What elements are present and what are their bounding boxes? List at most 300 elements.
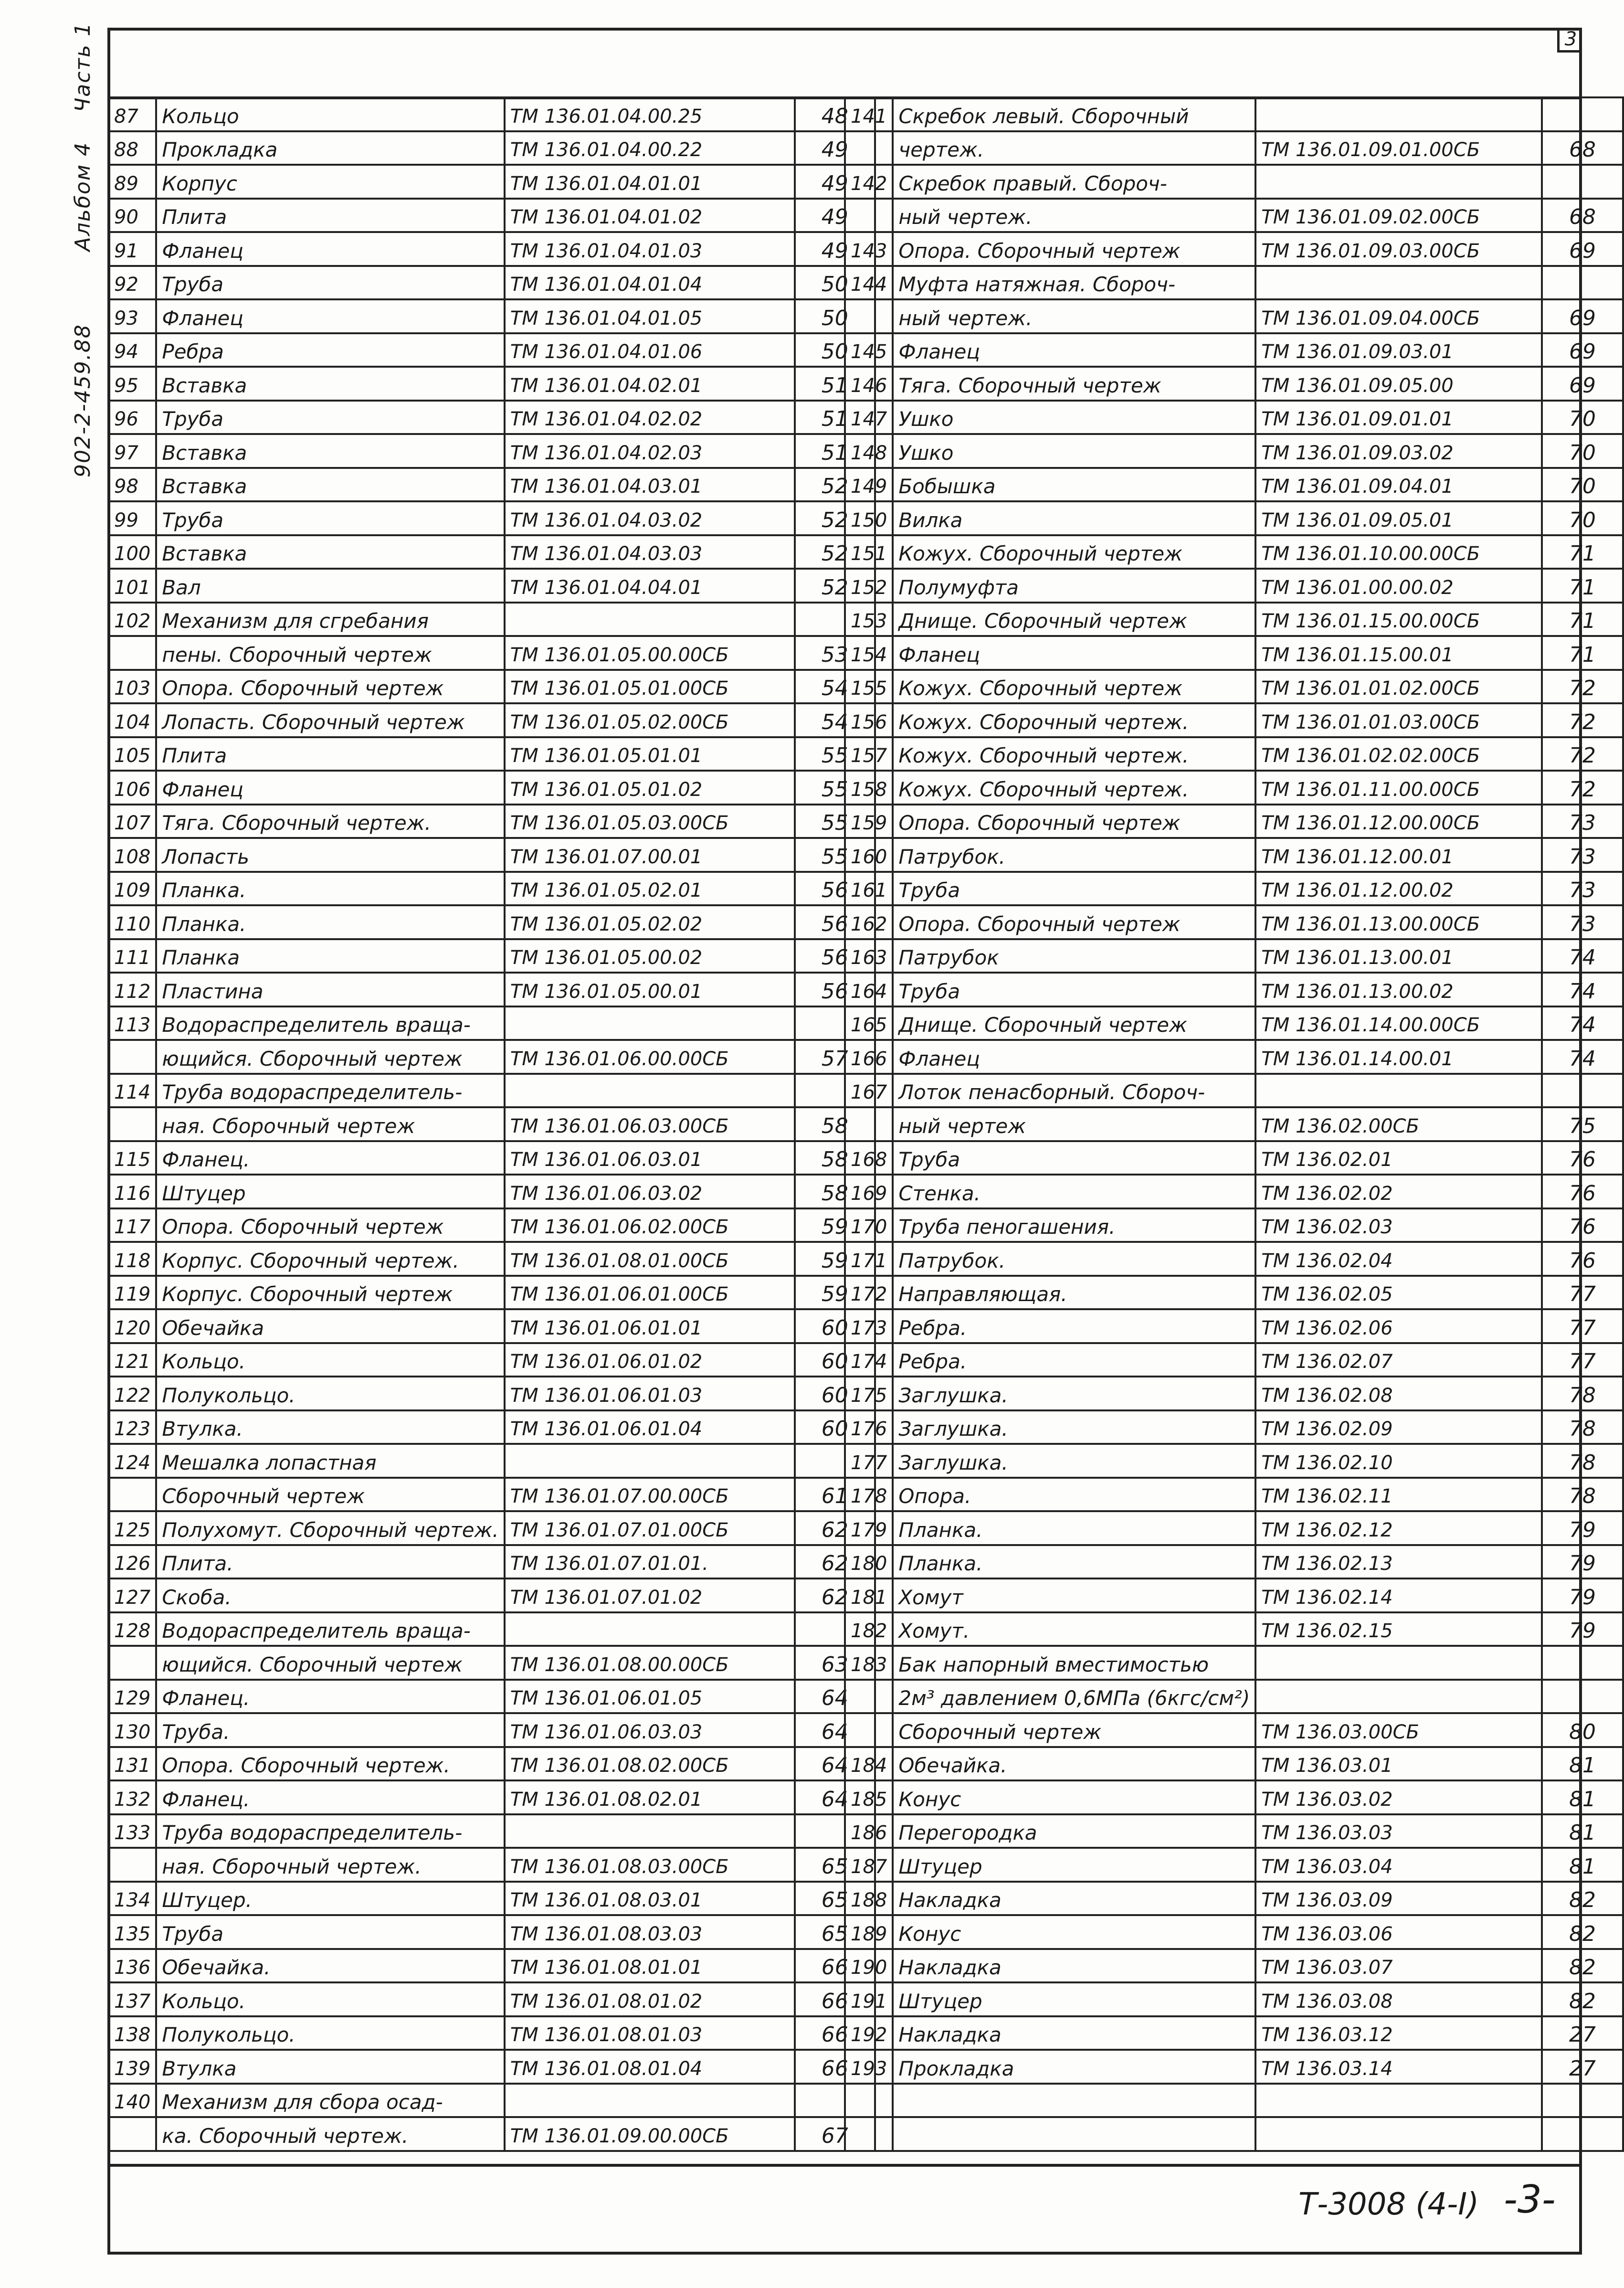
row-number: 139: [108, 2050, 156, 2084]
table-row: [108, 1006, 875, 1040]
drawing-code: ТМ 136.02.00СБ: [1255, 1107, 1542, 1141]
row-number: 112: [108, 973, 156, 1006]
row-number: 162: [845, 905, 893, 939]
table-row: [108, 1141, 875, 1175]
row-number: 188: [845, 1882, 893, 1916]
table-row: [108, 1107, 875, 1141]
page-ref: 49: [795, 131, 875, 165]
table-row: [845, 1747, 1623, 1781]
page-ref: 71: [1542, 636, 1623, 670]
page-ref: 70: [1542, 401, 1623, 434]
row-number: 185: [845, 1780, 893, 1814]
item-name: Обечайка: [156, 1309, 504, 1343]
item-name: Скребок правый. Сбороч-: [893, 165, 1255, 199]
item-name: Труба: [156, 1915, 504, 1949]
table-row: [845, 1478, 1623, 1512]
item-name: Мешалка лопастная: [156, 1444, 504, 1478]
page-ref: [1542, 1646, 1623, 1680]
table-row: [108, 535, 875, 569]
drawing-code: ТМ 136.01.05.02.01: [505, 872, 795, 906]
item-name: Вал: [156, 569, 504, 603]
row-number: 187: [845, 1848, 893, 1882]
item-name: Втулка: [156, 2050, 504, 2084]
row-number: 184: [845, 1747, 893, 1781]
drawing-code: ТМ 136.02.02: [1255, 1175, 1542, 1208]
page-ref: [1542, 97, 1623, 131]
drawing-code: ТМ 136.01.09.02.00СБ: [1255, 199, 1542, 233]
row-number: 90: [108, 199, 156, 233]
item-name: Кожух. Сборочный чертеж: [893, 670, 1255, 704]
page-ref: 72: [1542, 703, 1623, 737]
item-name: Хомут: [893, 1578, 1255, 1612]
drawing-code: ТМ 136.01.05.01.01: [505, 737, 795, 771]
item-name: Кольцо.: [156, 1982, 504, 2016]
page-ref: 73: [1542, 805, 1623, 838]
table-row: [108, 1040, 875, 1074]
drawing-code: ТМ 136.01.04.03.01: [505, 468, 795, 502]
table-row: [845, 1949, 1623, 1983]
drawing-code: ТМ 136.01.08.03.03: [505, 1915, 795, 1949]
page-ref: 56: [795, 905, 875, 939]
item-name: ная. Сборочный чертеж: [156, 1107, 504, 1141]
table-row: [108, 1511, 875, 1545]
table-row: [845, 1208, 1623, 1242]
table-row: [845, 1780, 1623, 1814]
row-number: 124: [108, 1444, 156, 1478]
table-row: [108, 165, 875, 199]
row-number: 183: [845, 1646, 893, 1680]
page-ref: 71: [1542, 535, 1623, 569]
row-number: 164: [845, 973, 893, 1006]
table-row: [845, 737, 1623, 771]
item-name: Тяга. Сборочный чертеж: [893, 367, 1255, 401]
page-ref: [1542, 2084, 1623, 2118]
page-ref: 52: [795, 501, 875, 535]
table-row: [108, 131, 875, 165]
drawing-code: ТМ 136.01.04.00.25: [505, 97, 795, 131]
drawing-code: ТМ 136.01.09.04.00СБ: [1255, 299, 1542, 333]
drawing-code: ТМ 136.01.00.00.02: [1255, 569, 1542, 603]
row-number: 102: [108, 603, 156, 636]
page-ref: 79: [1542, 1612, 1623, 1646]
item-name: Хомут.: [893, 1612, 1255, 1646]
table-row: [845, 603, 1623, 636]
drawing-code: ТМ 136.01.04.03.03: [505, 535, 795, 569]
drawing-code: ТМ 136.01.06.03.02: [505, 1175, 795, 1208]
table-row: [108, 737, 875, 771]
item-name: Планка.: [893, 1511, 1255, 1545]
page-ref: 72: [1542, 771, 1623, 805]
row-number: 150: [845, 501, 893, 535]
table-row: [845, 2016, 1623, 2050]
item-name: Вилка: [893, 501, 1255, 535]
page-ref: 49: [795, 165, 875, 199]
side-album: Альбом 4: [71, 141, 95, 252]
item-name: Кожух. Сборочный чертеж.: [893, 703, 1255, 737]
item-name: Патрубок: [893, 939, 1255, 973]
row-number: 166: [845, 1040, 893, 1074]
drawing-code: ТМ 136.02.06: [1255, 1309, 1542, 1343]
row-number: 157: [845, 737, 893, 771]
table-row: [845, 569, 1623, 603]
table-row: [845, 939, 1623, 973]
drawing-code: ТМ 136.01.06.03.01: [505, 1141, 795, 1175]
drawing-code: ТМ 136.01.05.00.01: [505, 973, 795, 1006]
page-ref: 27: [1542, 2016, 1623, 2050]
drawing-code: ТМ 136.01.04.03.02: [505, 501, 795, 535]
table-row: [108, 973, 875, 1006]
item-name: Плита: [156, 737, 504, 771]
table-row: [845, 1074, 1623, 1108]
page-ref: 57: [795, 1040, 875, 1074]
item-name: Скребок левый. Сборочный: [893, 97, 1255, 131]
table-row: [845, 2117, 1623, 2151]
item-name: Полухомут. Сборочный чертеж.: [156, 1511, 504, 1545]
row-number: 91: [108, 232, 156, 266]
row-number: 127: [108, 1578, 156, 1612]
page-ref: 60: [795, 1410, 875, 1444]
drawing-code: ТМ 136.01.09.00.00СБ: [505, 2117, 795, 2151]
item-name: Труба: [893, 1141, 1255, 1175]
table-row: [845, 1680, 1623, 1714]
drawing-code: [1255, 165, 1542, 199]
table-row: [108, 1208, 875, 1242]
table-row: [108, 939, 875, 973]
row-number: 94: [108, 333, 156, 367]
drawing-code: ТМ 136.01.13.00.02: [1255, 973, 1542, 1006]
row-number: 125: [108, 1511, 156, 1545]
table-row: [108, 670, 875, 704]
drawing-code: ТМ 136.01.04.00.22: [505, 131, 795, 165]
page-ref: 70: [1542, 468, 1623, 502]
page-ref: [1542, 1074, 1623, 1108]
row-number: 173: [845, 1309, 893, 1343]
row-number: 108: [108, 838, 156, 872]
page-ref: 59: [795, 1208, 875, 1242]
drawing-code: ТМ 136.01.10.00.00СБ: [1255, 535, 1542, 569]
item-name: Планка.: [893, 1545, 1255, 1579]
item-name: ющийся. Сборочный чертеж: [156, 1040, 504, 1074]
item-name: Фланец.: [156, 1141, 504, 1175]
drawing-code: [1255, 1646, 1542, 1680]
drawing-code: ТМ 136.03.14: [1255, 2050, 1542, 2084]
page-ref: 53: [795, 636, 875, 670]
table-row: [108, 199, 875, 233]
drawing-code: ТМ 136.01.04.02.02: [505, 401, 795, 434]
item-name: Заглушка.: [893, 1377, 1255, 1410]
table-row: [845, 232, 1623, 266]
drawing-code: ТМ 136.01.09.03.02: [1255, 434, 1542, 468]
drawing-code: ТМ 136.03.09: [1255, 1882, 1542, 1916]
row-number: 111: [108, 939, 156, 973]
row-number: 117: [108, 1208, 156, 1242]
row-number: 158: [845, 771, 893, 805]
row-number: [845, 2117, 893, 2151]
row-number: 154: [845, 636, 893, 670]
page-ref: 60: [795, 1343, 875, 1377]
drawing-code: ТМ 136.01.04.02.03: [505, 434, 795, 468]
item-name: Скоба.: [156, 1578, 504, 1612]
item-name: Кожух. Сборочный чертеж: [893, 535, 1255, 569]
item-name: Патрубок.: [893, 1242, 1255, 1276]
table-row: [108, 1444, 875, 1478]
item-name: Труба.: [156, 1713, 504, 1747]
item-name: чертеж.: [893, 131, 1255, 165]
table-row: [845, 165, 1623, 199]
item-name: Прокладка: [156, 131, 504, 165]
table-row: [845, 1309, 1623, 1343]
page-ref: 73: [1542, 838, 1623, 872]
page-ref: 49: [795, 199, 875, 233]
row-number: 170: [845, 1208, 893, 1242]
drawing-code: ТМ 136.01.01.03.00СБ: [1255, 703, 1542, 737]
table-row: [108, 2084, 875, 2118]
drawing-code: ТМ 136.01.06.03.03: [505, 1713, 795, 1747]
row-number: 96: [108, 401, 156, 434]
table-row: [845, 1444, 1623, 1478]
footer-rule: [107, 2164, 1582, 2167]
item-name: Лопасть: [156, 838, 504, 872]
table-row: [845, 771, 1623, 805]
table-row: [845, 1141, 1623, 1175]
item-name: Плита.: [156, 1545, 504, 1579]
drawing-code: ТМ 136.01.08.02.00СБ: [505, 1747, 795, 1781]
row-number: 95: [108, 367, 156, 401]
row-number: [108, 1646, 156, 1680]
table-row: [108, 1915, 875, 1949]
row-number: 148: [845, 434, 893, 468]
table-row: [845, 535, 1623, 569]
table-row: [845, 905, 1623, 939]
item-name: Ребра.: [893, 1309, 1255, 1343]
item-name: Фланец: [156, 299, 504, 333]
table-row: [108, 1982, 875, 2016]
item-name: Сборочный чертеж: [156, 1478, 504, 1512]
table-row: [108, 569, 875, 603]
side-part: Часть 1: [71, 22, 95, 112]
row-number: 126: [108, 1545, 156, 1579]
page-ref: 79: [1542, 1545, 1623, 1579]
drawing-code: ТМ 136.03.01: [1255, 1747, 1542, 1781]
drawing-code: ТМ 136.01.08.01.04: [505, 2050, 795, 2084]
table-row: [845, 501, 1623, 535]
drawing-code: ТМ 136.01.07.01.00СБ: [505, 1511, 795, 1545]
item-name: Штуцер: [893, 1982, 1255, 2016]
item-name: Втулка.: [156, 1410, 504, 1444]
drawing-code: ТМ 136.03.02: [1255, 1780, 1542, 1814]
item-name: Механизм для сгребания: [156, 603, 504, 636]
row-number: 182: [845, 1612, 893, 1646]
drawing-code: ТМ 136.01.15.00.00СБ: [1255, 603, 1542, 636]
page-ref: 62: [795, 1578, 875, 1612]
table-row: [845, 199, 1623, 233]
table-row: [845, 1578, 1623, 1612]
row-number: 168: [845, 1141, 893, 1175]
row-number: 149: [845, 468, 893, 502]
drawing-code: [505, 2084, 795, 2118]
table-row: [845, 1848, 1623, 1882]
row-number: 121: [108, 1343, 156, 1377]
drawing-code: ТМ 136.01.04.01.02: [505, 199, 795, 233]
item-name: Полукольцо.: [156, 1377, 504, 1410]
item-name: Фланец: [893, 636, 1255, 670]
page-ref: 68: [1542, 199, 1623, 233]
page-ref: 64: [795, 1713, 875, 1747]
table-row: [108, 1410, 875, 1444]
side-doc-code: 902-2-459.88: [71, 324, 95, 477]
item-name: Ушко: [893, 401, 1255, 434]
row-number: 189: [845, 1915, 893, 1949]
row-number: 107: [108, 805, 156, 838]
item-name: Плита: [156, 199, 504, 233]
page-ref: 79: [1542, 1511, 1623, 1545]
row-number: 105: [108, 737, 156, 771]
page-ref: 56: [795, 872, 875, 906]
item-name: Опора. Сборочный чертеж: [893, 905, 1255, 939]
table-row: [845, 1410, 1623, 1444]
drawing-code: ТМ 136.03.04: [1255, 1848, 1542, 1882]
drawing-code: ТМ 136.01.06.00.00СБ: [505, 1040, 795, 1074]
drawing-code: ТМ 136.01.05.01.00СБ: [505, 670, 795, 704]
drawing-code: ТМ 136.01.05.02.00СБ: [505, 703, 795, 737]
row-number: [108, 1107, 156, 1141]
row-number: [108, 1848, 156, 1882]
table-row: [845, 1175, 1623, 1208]
table-row: [845, 367, 1623, 401]
item-name: Фланец: [893, 333, 1255, 367]
page-ref: 78: [1542, 1410, 1623, 1444]
table-row: [845, 838, 1623, 872]
table-row: [108, 1646, 875, 1680]
item-name: Водораспределитель враща-: [156, 1612, 504, 1646]
item-name: Направляющая.: [893, 1276, 1255, 1310]
row-number: [845, 199, 893, 233]
row-number: [108, 2117, 156, 2151]
drawing-code: ТМ 136.02.07: [1255, 1343, 1542, 1377]
drawing-code: ТМ 136.01.15.00.01: [1255, 636, 1542, 670]
page-ref: 58: [795, 1175, 875, 1208]
item-name: Фланец: [893, 1040, 1255, 1074]
table-row: [108, 333, 875, 367]
page-ref: 82: [1542, 1882, 1623, 1916]
table-row: [845, 1982, 1623, 2016]
table-row: [108, 872, 875, 906]
page-ref: 51: [795, 401, 875, 434]
row-number: 93: [108, 299, 156, 333]
item-name: Корпус. Сборочный чертеж.: [156, 1242, 504, 1276]
drawing-code: ТМ 136.03.00СБ: [1255, 1713, 1542, 1747]
table-row: [108, 1882, 875, 1916]
table-row: [845, 1646, 1623, 1680]
drawing-code: ТМ 136.01.08.01.00СБ: [505, 1242, 795, 1276]
table-row: [845, 333, 1623, 367]
page-ref: 70: [1542, 434, 1623, 468]
item-name: ный чертеж.: [893, 199, 1255, 233]
row-number: 131: [108, 1747, 156, 1781]
drawing-code: ТМ 136.01.06.02.00СБ: [505, 1208, 795, 1242]
drawing-code: ТМ 136.01.02.02.00СБ: [1255, 737, 1542, 771]
footer-code: Т-3008 (4-I): [1298, 2187, 1479, 2222]
table-row: [108, 367, 875, 401]
row-number: 142: [845, 165, 893, 199]
row-number: 129: [108, 1680, 156, 1714]
item-name: Труба: [893, 872, 1255, 906]
side-stamp: [71, 22, 95, 477]
table-row: [845, 973, 1623, 1006]
table-row: [845, 1377, 1623, 1410]
drawing-code: ТМ 136.01.09.01.00СБ: [1255, 131, 1542, 165]
page-ref: 58: [795, 1141, 875, 1175]
row-number: 133: [108, 1814, 156, 1848]
drawing-code: ТМ 136.02.04: [1255, 1242, 1542, 1276]
item-name: [893, 2117, 1255, 2151]
item-name: Накладка: [893, 1949, 1255, 1983]
drawing-code: ТМ 136.01.06.01.00СБ: [505, 1276, 795, 1310]
drawing-code: ТМ 136.01.04.04.01: [505, 569, 795, 603]
page-ref: 80: [1542, 1713, 1623, 1747]
drawing-code: [1255, 97, 1542, 131]
page-ref: 66: [795, 1949, 875, 1983]
drawing-code: ТМ 136.02.14: [1255, 1578, 1542, 1612]
table-row: [108, 703, 875, 737]
page-ref: 56: [795, 939, 875, 973]
item-name: Стенка.: [893, 1175, 1255, 1208]
table-row: [108, 501, 875, 535]
page-ref: 70: [1542, 501, 1623, 535]
page-ref: 51: [795, 367, 875, 401]
row-number: 138: [108, 2016, 156, 2050]
table-row: [108, 1276, 875, 1310]
table-row: [845, 1814, 1623, 1848]
row-number: 128: [108, 1612, 156, 1646]
drawing-code: ТМ 136.01.07.00.01: [505, 838, 795, 872]
item-name: Бак напорный вместимостью: [893, 1646, 1255, 1680]
drawing-code: ТМ 136.02.15: [1255, 1612, 1542, 1646]
item-name: Опора. Сборочный чертеж: [893, 232, 1255, 266]
page-ref: 55: [795, 805, 875, 838]
table-row: [108, 1242, 875, 1276]
page-ref: 74: [1542, 1040, 1623, 1074]
drawing-code: ТМ 136.01.09.05.00: [1255, 367, 1542, 401]
row-number: 99: [108, 501, 156, 535]
table-row: [108, 603, 875, 636]
page-ref: 69: [1542, 367, 1623, 401]
table-row: [108, 838, 875, 872]
page-ref: 62: [795, 1511, 875, 1545]
item-name: Обечайка.: [156, 1949, 504, 1983]
drawing-code: ТМ 136.03.12: [1255, 2016, 1542, 2050]
table-row: [845, 1612, 1623, 1646]
row-number: 146: [845, 367, 893, 401]
row-number: 151: [845, 535, 893, 569]
page-ref: 27: [1542, 2050, 1623, 2084]
page-ref: 69: [1542, 232, 1623, 266]
row-number: 92: [108, 266, 156, 300]
row-number: 156: [845, 703, 893, 737]
drawing-code: ТМ 136.01.07.01.02: [505, 1578, 795, 1612]
row-number: 115: [108, 1141, 156, 1175]
row-number: 181: [845, 1578, 893, 1612]
table-row: [108, 401, 875, 434]
page-ref: 76: [1542, 1175, 1623, 1208]
drawing-code: ТМ 136.02.05: [1255, 1276, 1542, 1310]
row-number: 174: [845, 1343, 893, 1377]
page-ref: 51: [795, 434, 875, 468]
drawing-code: ТМ 136.01.04.01.06: [505, 333, 795, 367]
page-ref: 72: [1542, 670, 1623, 704]
item-name: Лопасть. Сборочный чертеж: [156, 703, 504, 737]
drawing-code: ТМ 136.02.03: [1255, 1208, 1542, 1242]
